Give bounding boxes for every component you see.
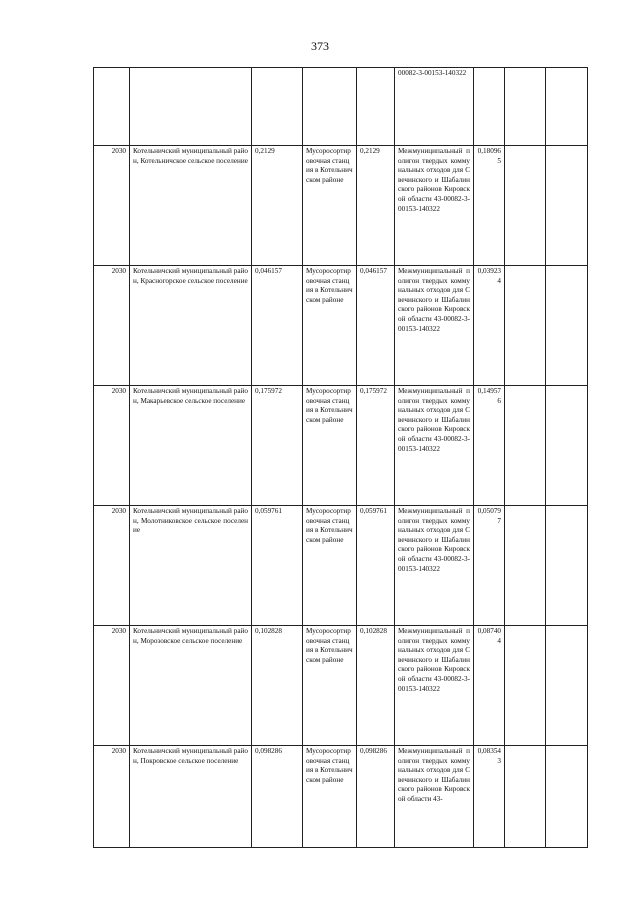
cell-recipient: Межмуниципальный полигон твердых коммунальных отходов для Свечинского и Шабалинского районов Кировской области 43-00082-3-00153-140322 [395,146,474,266]
cell-mass-generated: 0,059761 [252,506,303,626]
cell-empty-2 [546,266,588,386]
cell-mass-transferred: 0,175972 [357,386,395,506]
cell-year: 2030 [94,386,130,506]
cell-mass-transferred: 0,098286 [357,746,395,848]
cell-mass-final: 0,039234 [474,266,505,386]
cell-recipient: Межмуниципальный полигон твердых коммунальных отходов для Свечинского и Шабалинского районов Кировской области 43-00082-3-00153-140322 [395,626,474,746]
page-number: 373 [311,39,329,53]
cell-empty-2 [546,146,588,266]
cell-empty-2 [546,506,588,626]
cell-facility: Мусоросортировочная станция в Котельничском районе [303,146,357,266]
cell-facility: Мусоросортировочная станция в Котельничском районе [303,746,357,848]
waste-flow-table [93,67,588,848]
cell-municipality [130,68,252,146]
cell-mass-final: 0,083543 [474,746,505,848]
cell-municipality: Котельничский муниципальный район, Покровское сельское поселение [130,746,252,848]
cell-municipality: Котельничский муниципальный район, Котельничское сельское поселение [130,146,252,266]
cell-year: 2030 [94,626,130,746]
table-body [94,68,588,848]
table-row [94,746,588,848]
cell-recipient: 00082-3-00153-140322 [395,68,474,146]
cell-mass-generated: 0,2129 [252,146,303,266]
table-row [94,626,588,746]
cell-year: 2030 [94,746,130,848]
cell-mass-transferred [357,68,395,146]
cell-municipality: Котельничский муниципальный район, Молотниковское сельское поселение [130,506,252,626]
cell-recipient: Межмуниципальный полигон твердых коммунальных отходов для Свечинского и Шабалинского районов Кировской области 43- [395,746,474,848]
cell-mass-generated: 0,046157 [252,266,303,386]
cell-mass-final: 0,180965 [474,146,505,266]
cell-facility: Мусоросортировочная станция в Котельничском районе [303,506,357,626]
table-row [94,386,588,506]
table-row [94,146,588,266]
table-row-carryover [94,68,588,146]
cell-empty-2 [546,746,588,848]
table-row [94,506,588,626]
cell-empty-1 [505,506,546,626]
cell-mass-final [474,68,505,146]
cell-facility: Мусоросортировочная станция в Котельничском районе [303,266,357,386]
cell-empty-1 [505,626,546,746]
cell-empty-2 [546,386,588,506]
cell-empty-1 [505,146,546,266]
cell-mass-generated: 0,175972 [252,386,303,506]
cell-mass-generated: 0,098286 [252,746,303,848]
cell-municipality: Котельничский муниципальный район, Морозовское сельское поселение [130,626,252,746]
cell-mass-transferred: 0,2129 [357,146,395,266]
cell-mass-final: 0,050797 [474,506,505,626]
cell-mass-final: 0,087404 [474,626,505,746]
cell-recipient: Межмуниципальный полигон твердых коммунальных отходов для Свечинского и Шабалинского районов Кировской области 43-00082-3-00153-140322 [395,266,474,386]
cell-mass-generated [252,68,303,146]
cell-empty-2 [546,68,588,146]
cell-facility [303,68,357,146]
cell-year [94,68,130,146]
cell-year: 2030 [94,266,130,386]
cell-recipient: Межмуниципальный полигон твердых коммунальных отходов для Свечинского и Шабалинского районов Кировской области 43-00082-3-00153-140322 [395,506,474,626]
cell-year: 2030 [94,146,130,266]
cell-empty-1 [505,746,546,848]
cell-facility: Мусоросортировочная станция в Котельничском районе [303,386,357,506]
cell-empty-1 [505,266,546,386]
cell-empty-2 [546,626,588,746]
cell-municipality: Котельничский муниципальный район, Макарьевское сельское поселение [130,386,252,506]
cell-recipient: Межмуниципальный полигон твердых коммунальных отходов для Свечинского и Шабалинского районов Кировской области 43-00082-3-00153-140322 [395,386,474,506]
cell-empty-1 [505,386,546,506]
cell-mass-transferred: 0,059761 [357,506,395,626]
cell-empty-1 [505,68,546,146]
cell-facility: Мусоросортировочная станция в Котельничском районе [303,626,357,746]
table-row [94,266,588,386]
cell-mass-transferred: 0,102828 [357,626,395,746]
cell-mass-final: 0,149576 [474,386,505,506]
cell-year: 2030 [94,506,130,626]
cell-municipality: Котельничский муниципальный район, Красногорское сельское поселение [130,266,252,386]
cell-mass-generated: 0,102828 [252,626,303,746]
cell-mass-transferred: 0,046157 [357,266,395,386]
